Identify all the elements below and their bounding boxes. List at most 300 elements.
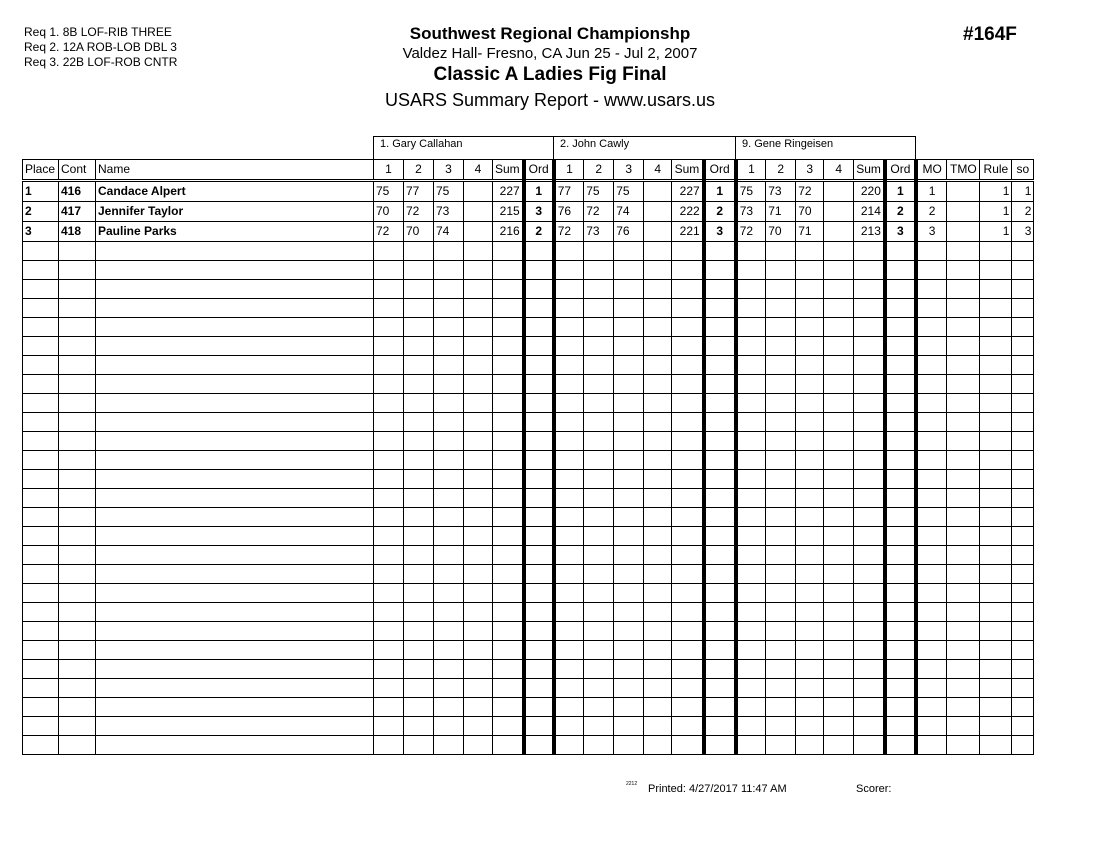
empty-cell	[1012, 394, 1034, 413]
empty-cell	[614, 546, 644, 565]
empty-cell	[796, 565, 824, 584]
empty-cell	[704, 584, 736, 603]
empty-cell	[584, 622, 614, 641]
empty-cell	[854, 413, 885, 432]
empty-cell	[885, 584, 916, 603]
empty-cell	[644, 584, 672, 603]
empty-cell	[766, 356, 796, 375]
empty-cell	[980, 584, 1012, 603]
empty-cell	[59, 356, 96, 375]
col-so: so	[1012, 160, 1034, 181]
empty-cell	[980, 641, 1012, 660]
empty-cell	[672, 261, 704, 280]
empty-cell	[59, 375, 96, 394]
empty-cell	[59, 584, 96, 603]
empty-cell	[980, 660, 1012, 679]
empty-cell	[704, 413, 736, 432]
empty-cell	[404, 736, 434, 755]
empty-cell	[704, 527, 736, 546]
empty-cell	[96, 261, 374, 280]
empty-cell	[524, 546, 554, 565]
empty-cell	[736, 413, 766, 432]
empty-cell	[736, 584, 766, 603]
empty-cell	[644, 413, 672, 432]
empty-cell	[644, 470, 672, 489]
empty-cell	[23, 375, 59, 394]
score-3-cell: 74	[434, 222, 464, 242]
empty-cell	[854, 337, 885, 356]
empty-cell	[885, 375, 916, 394]
empty-cell	[736, 546, 766, 565]
empty-cell	[404, 280, 434, 299]
empty-cell	[524, 641, 554, 660]
empty-cell	[980, 261, 1012, 280]
empty-cell	[23, 584, 59, 603]
empty-cell	[1012, 660, 1034, 679]
empty-cell	[704, 641, 736, 660]
empty-cell	[824, 565, 854, 584]
empty-cell	[434, 375, 464, 394]
empty-cell	[885, 413, 916, 432]
empty-cell	[796, 717, 824, 736]
empty-cell	[672, 375, 704, 394]
empty-cell	[766, 337, 796, 356]
score-4-cell	[644, 181, 672, 202]
empty-cell	[916, 717, 947, 736]
empty-cell	[96, 413, 374, 432]
empty-cell	[584, 356, 614, 375]
empty-cell	[493, 394, 524, 413]
empty-cell	[796, 546, 824, 565]
empty-cell	[404, 451, 434, 470]
empty-cell	[524, 660, 554, 679]
empty-cell	[980, 242, 1012, 261]
empty-cell	[644, 337, 672, 356]
empty-cell	[464, 565, 493, 584]
empty-cell	[493, 660, 524, 679]
empty-cell	[404, 375, 434, 394]
empty-cell	[434, 413, 464, 432]
cont-cell: 418	[59, 222, 96, 242]
empty-cell	[404, 603, 434, 622]
empty-cell	[584, 565, 614, 584]
empty-cell	[554, 698, 584, 717]
empty-cell	[614, 527, 644, 546]
ordinal-cell: 3	[704, 222, 736, 242]
empty-cell	[554, 413, 584, 432]
empty-cell	[824, 641, 854, 660]
empty-cell	[464, 717, 493, 736]
empty-cell	[854, 261, 885, 280]
col-j3-sum: Sum	[854, 160, 885, 181]
empty-cell	[464, 375, 493, 394]
empty-cell	[374, 489, 404, 508]
empty-cell	[554, 470, 584, 489]
empty-cell	[704, 356, 736, 375]
empty-cell	[736, 375, 766, 394]
empty-cell	[404, 489, 434, 508]
empty-cell	[464, 660, 493, 679]
empty-cell	[644, 527, 672, 546]
empty-cell	[796, 375, 824, 394]
empty-cell	[23, 280, 59, 299]
empty-cell	[374, 261, 404, 280]
empty-cell	[736, 261, 766, 280]
empty-cell	[1012, 698, 1034, 717]
venue-dates: Valdez Hall- Fresno, CA Jun 25 - Jul 2, 2007	[402, 45, 698, 62]
empty-cell	[464, 432, 493, 451]
empty-cell	[672, 622, 704, 641]
empty-cell	[374, 299, 404, 318]
empty-cell	[854, 318, 885, 337]
empty-cell	[59, 451, 96, 470]
empty-cell	[885, 318, 916, 337]
empty-cell	[374, 470, 404, 489]
empty-cell	[23, 242, 59, 261]
empty-cell	[672, 394, 704, 413]
empty-cell	[1012, 337, 1034, 356]
empty-cell	[524, 603, 554, 622]
empty-cell	[23, 641, 59, 660]
score-3-cell: 76	[614, 222, 644, 242]
empty-cell	[672, 470, 704, 489]
empty-cell	[374, 318, 404, 337]
empty-cell	[980, 337, 1012, 356]
empty-cell	[824, 299, 854, 318]
empty-cell	[796, 603, 824, 622]
empty-cell	[885, 641, 916, 660]
empty-cell	[736, 527, 766, 546]
empty-cell	[554, 432, 584, 451]
empty-cell	[672, 451, 704, 470]
score-4-cell	[824, 181, 854, 202]
score-2-cell: 70	[766, 222, 796, 242]
empty-cell	[554, 318, 584, 337]
empty-cell	[524, 717, 554, 736]
empty-cell	[493, 679, 524, 698]
empty-cell	[704, 508, 736, 527]
empty-cell	[916, 565, 947, 584]
empty-cell	[854, 698, 885, 717]
empty-cell	[947, 470, 980, 489]
empty-table-row	[23, 375, 1034, 394]
empty-cell	[493, 622, 524, 641]
empty-table-row	[23, 242, 1034, 261]
empty-cell	[916, 660, 947, 679]
empty-cell	[464, 299, 493, 318]
score-2-cell: 73	[766, 181, 796, 202]
empty-cell	[554, 622, 584, 641]
empty-cell	[824, 242, 854, 261]
empty-cell	[916, 622, 947, 641]
empty-cell	[854, 736, 885, 755]
empty-cell	[885, 660, 916, 679]
report-title: USARS Summary Report - www.usars.us	[384, 90, 716, 110]
empty-cell	[96, 375, 374, 394]
score-3-cell: 73	[434, 202, 464, 222]
empty-cell	[554, 717, 584, 736]
empty-cell	[96, 679, 374, 698]
empty-cell	[59, 736, 96, 755]
empty-cell	[704, 451, 736, 470]
empty-cell	[854, 432, 885, 451]
empty-cell	[524, 470, 554, 489]
empty-cell	[96, 242, 374, 261]
empty-cell	[947, 318, 980, 337]
empty-cell	[96, 394, 374, 413]
empty-cell	[23, 261, 59, 280]
empty-cell	[554, 641, 584, 660]
empty-cell	[584, 280, 614, 299]
empty-cell	[736, 698, 766, 717]
empty-cell	[96, 527, 374, 546]
empty-cell	[493, 717, 524, 736]
ordinal-cell: 1	[524, 181, 554, 202]
empty-cell	[1012, 565, 1034, 584]
empty-cell	[493, 280, 524, 299]
empty-cell	[672, 432, 704, 451]
empty-cell	[434, 641, 464, 660]
score-1-cell: 77	[554, 181, 584, 202]
mo-cell: 1	[916, 181, 947, 202]
empty-cell	[23, 679, 59, 698]
empty-table-row	[23, 394, 1034, 413]
empty-cell	[947, 413, 980, 432]
empty-cell	[374, 641, 404, 660]
empty-cell	[704, 470, 736, 489]
empty-cell	[980, 375, 1012, 394]
empty-cell	[584, 375, 614, 394]
empty-cell	[644, 280, 672, 299]
empty-cell	[464, 698, 493, 717]
empty-cell	[766, 717, 796, 736]
empty-cell	[404, 470, 434, 489]
empty-cell	[434, 603, 464, 622]
empty-cell	[824, 413, 854, 432]
empty-cell	[824, 698, 854, 717]
empty-cell	[796, 261, 824, 280]
empty-cell	[916, 261, 947, 280]
empty-cell	[404, 679, 434, 698]
empty-cell	[796, 527, 824, 546]
place-cell: 2	[23, 202, 59, 222]
empty-cell	[614, 375, 644, 394]
empty-cell	[947, 375, 980, 394]
empty-cell	[524, 736, 554, 755]
empty-cell	[493, 242, 524, 261]
empty-table-row	[23, 641, 1034, 660]
empty-cell	[23, 622, 59, 641]
empty-cell	[885, 546, 916, 565]
empty-cell	[434, 660, 464, 679]
empty-cell	[824, 736, 854, 755]
empty-cell	[704, 280, 736, 299]
empty-cell	[916, 318, 947, 337]
printed-timestamp: Printed: 4/27/2017 11:47 AM	[648, 783, 787, 795]
empty-cell	[916, 356, 947, 375]
empty-cell	[796, 356, 824, 375]
empty-cell	[96, 470, 374, 489]
empty-cell	[493, 318, 524, 337]
empty-cell	[736, 394, 766, 413]
empty-cell	[59, 299, 96, 318]
score-1-cell: 75	[736, 181, 766, 202]
empty-cell	[524, 356, 554, 375]
empty-cell	[672, 413, 704, 432]
table-row	[23, 181, 1034, 202]
empty-cell	[824, 432, 854, 451]
empty-cell	[1012, 261, 1034, 280]
empty-cell	[916, 470, 947, 489]
empty-cell	[1012, 736, 1034, 755]
score-2-cell: 72	[404, 202, 434, 222]
empty-cell	[374, 394, 404, 413]
empty-cell	[736, 356, 766, 375]
sum-cell: 216	[493, 222, 524, 242]
empty-cell	[464, 318, 493, 337]
empty-cell	[554, 451, 584, 470]
empty-cell	[916, 584, 947, 603]
empty-cell	[59, 527, 96, 546]
empty-table-row	[23, 717, 1034, 736]
empty-cell	[947, 394, 980, 413]
score-1-cell: 72	[736, 222, 766, 242]
empty-cell	[584, 451, 614, 470]
empty-cell	[736, 603, 766, 622]
empty-cell	[796, 242, 824, 261]
empty-cell	[554, 242, 584, 261]
empty-cell	[766, 565, 796, 584]
empty-cell	[644, 698, 672, 717]
empty-cell	[644, 546, 672, 565]
empty-cell	[493, 527, 524, 546]
empty-cell	[824, 603, 854, 622]
empty-cell	[59, 489, 96, 508]
empty-cell	[23, 470, 59, 489]
empty-cell	[1012, 413, 1034, 432]
empty-cell	[493, 508, 524, 527]
empty-cell	[672, 641, 704, 660]
so-cell: 3	[1012, 222, 1034, 242]
empty-cell	[1012, 584, 1034, 603]
empty-cell	[672, 489, 704, 508]
empty-cell	[614, 660, 644, 679]
sum-cell: 220	[854, 181, 885, 202]
empty-cell	[796, 470, 824, 489]
empty-cell	[1012, 489, 1034, 508]
empty-cell	[885, 470, 916, 489]
empty-cell	[434, 584, 464, 603]
empty-cell	[554, 356, 584, 375]
empty-cell	[374, 451, 404, 470]
empty-cell	[854, 394, 885, 413]
empty-cell	[824, 394, 854, 413]
empty-cell	[736, 451, 766, 470]
empty-cell	[1012, 508, 1034, 527]
score-4-cell	[644, 222, 672, 242]
empty-cell	[796, 698, 824, 717]
mo-cell: 2	[916, 202, 947, 222]
score-2-cell: 72	[584, 202, 614, 222]
empty-cell	[23, 432, 59, 451]
empty-cell	[584, 394, 614, 413]
empty-cell	[493, 736, 524, 755]
empty-cell	[404, 527, 434, 546]
empty-cell	[554, 337, 584, 356]
so-cell: 1	[1012, 181, 1034, 202]
empty-cell	[736, 280, 766, 299]
empty-cell	[704, 489, 736, 508]
empty-cell	[59, 318, 96, 337]
empty-cell	[23, 603, 59, 622]
empty-cell	[885, 451, 916, 470]
empty-cell	[885, 603, 916, 622]
empty-cell	[59, 698, 96, 717]
empty-cell	[704, 261, 736, 280]
col-j2-score-3: 3	[614, 160, 644, 181]
empty-cell	[916, 280, 947, 299]
empty-cell	[374, 508, 404, 527]
sum-cell: 227	[493, 181, 524, 202]
empty-cell	[824, 508, 854, 527]
col-j1-score-4: 4	[464, 160, 493, 181]
empty-cell	[374, 622, 404, 641]
empty-cell	[524, 565, 554, 584]
empty-cell	[766, 641, 796, 660]
empty-cell	[766, 470, 796, 489]
empty-cell	[584, 603, 614, 622]
empty-cell	[464, 508, 493, 527]
empty-cell	[824, 337, 854, 356]
empty-cell	[854, 299, 885, 318]
empty-cell	[23, 565, 59, 584]
empty-cell	[464, 641, 493, 660]
empty-cell	[736, 565, 766, 584]
empty-cell	[493, 375, 524, 394]
empty-cell	[824, 660, 854, 679]
empty-cell	[96, 337, 374, 356]
empty-cell	[766, 603, 796, 622]
score-4-cell	[824, 202, 854, 222]
empty-cell	[736, 508, 766, 527]
empty-cell	[493, 603, 524, 622]
empty-cell	[766, 698, 796, 717]
name-cell: Pauline Parks	[96, 222, 374, 242]
place-cell: 1	[23, 181, 59, 202]
empty-cell	[493, 413, 524, 432]
sum-cell: 215	[493, 202, 524, 222]
empty-cell	[947, 660, 980, 679]
empty-cell	[644, 603, 672, 622]
empty-cell	[854, 451, 885, 470]
empty-cell	[766, 508, 796, 527]
empty-cell	[524, 451, 554, 470]
empty-cell	[96, 698, 374, 717]
empty-cell	[554, 660, 584, 679]
empty-cell	[885, 356, 916, 375]
empty-cell	[980, 698, 1012, 717]
empty-cell	[23, 489, 59, 508]
empty-cell	[554, 375, 584, 394]
empty-cell	[916, 337, 947, 356]
empty-cell	[464, 242, 493, 261]
empty-cell	[824, 584, 854, 603]
empty-cell	[524, 508, 554, 527]
empty-cell	[584, 432, 614, 451]
empty-cell	[947, 546, 980, 565]
empty-cell	[916, 299, 947, 318]
empty-cell	[885, 527, 916, 546]
